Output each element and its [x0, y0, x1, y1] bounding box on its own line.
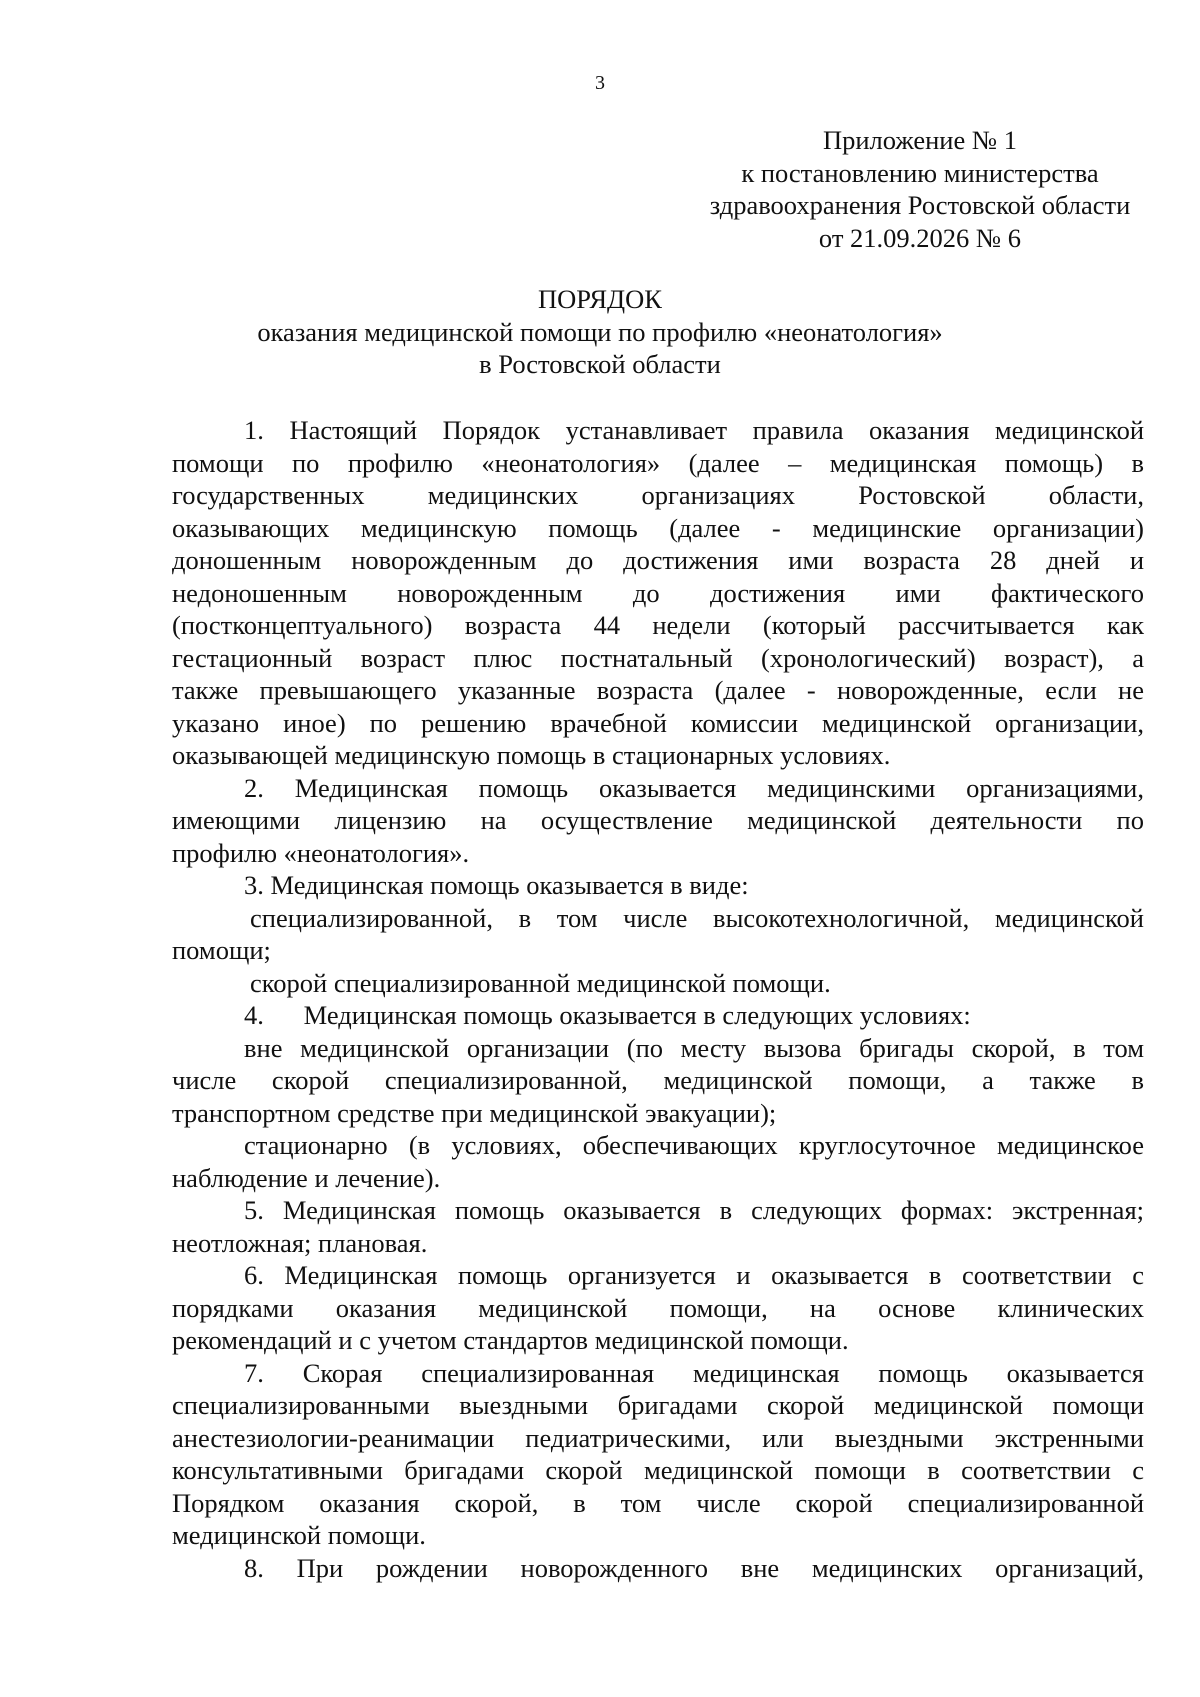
text-line: стационарно (в условиях, обеспечивающих круглосуточное медицинское — [244, 1130, 1144, 1160]
text-line: 2. Медицинская помощь оказывается медицинскими организациями, — [244, 772, 1144, 803]
text-line: недоношенным новорожденным до достижения ими фактического — [172, 577, 1144, 608]
text-line: медицинской помощи. — [172, 1520, 426, 1550]
heading-subtitle: в Ростовской области — [479, 349, 721, 379]
text-line: скорой специализированной медицинской помощи. — [250, 967, 831, 998]
text-line: наблюдение и лечение). — [172, 1162, 441, 1193]
appendix-line: от 21.09.2026 № 6 — [818, 222, 1022, 253]
text-line: 1. Настоящий Порядок устанавливает правила оказания медицинской — [244, 415, 1144, 445]
text-line: специализированными выездными бригадами скорой медицинской помощи — [172, 1390, 1144, 1420]
text-line: (постконцептуального) возраста 44 недели (который рассчитывается как — [172, 610, 1144, 640]
text-line: государственных медицинских организациях Ростовской области, — [172, 480, 1144, 510]
text-line: помощи; — [172, 935, 271, 965]
document-heading — [0, 283, 1200, 381]
text-line: 8. При рождении новорожденного вне медицинских организаций, — [244, 1552, 1144, 1583]
appendix-line: здравоохранения Ростовской области — [709, 190, 1131, 220]
text-line: анестезиологии-реанимации педиатрическими, или выездными экстренными — [172, 1422, 1144, 1453]
text-line: 4. Медицинская помощь оказывается в следующих условиях: — [244, 1000, 971, 1030]
text-line: 5. Медицинская помощь оказывается в следующих формах: экстренная; — [244, 1195, 1144, 1225]
text-line: доношенным новорожденным до достижения ими возраста 28 дней и — [172, 545, 1144, 575]
text-line: вне медицинской организации (по месту вызова бригады скорой, в том — [244, 1032, 1144, 1063]
text-line: консультативными бригадами скорой медицинской помощи в соответствии с — [172, 1455, 1144, 1485]
text-line: профилю «неонатология». — [172, 837, 470, 868]
text-line: рекомендаций и с учетом стандартов медицинской помощи. — [172, 1325, 849, 1355]
appendix-block — [660, 124, 1180, 254]
text-line: 3. Медицинская помощь оказывается в виде: — [244, 870, 749, 900]
text-line: транспортном средстве при медицинской эвакуации); — [172, 1097, 777, 1128]
text-line: помощи по профилю «неонатология» (далее – медицинская помощь) в — [172, 447, 1144, 478]
text-line: Порядком оказания скорой, в том числе скорой специализированной — [172, 1487, 1144, 1518]
text-line: имеющими лицензию на осуществление медицинской деятельности по — [172, 805, 1144, 835]
text-line: 7. Скорая специализированная медицинская помощь оказывается — [244, 1357, 1144, 1388]
text-line: неотложная; плановая. — [172, 1227, 428, 1258]
text-line: порядками оказания медицинской помощи, на основе клинических — [172, 1292, 1144, 1323]
appendix-line: Приложение № 1 — [822, 125, 1017, 155]
text-line: 6. Медицинская помощь организуется и оказывается в соответствии с — [244, 1260, 1144, 1290]
text-line: также превышающего указанные возраста (далее - новорожденные, если не — [172, 675, 1144, 705]
text-line: числе скорой специализированной, медицинской помощи, а также в — [172, 1065, 1144, 1095]
text-line: гестационный возраст плюс постнатальный (хронологический) возраст), а — [172, 642, 1144, 673]
text-line: оказывающих медицинскую помощь (далее - медицинские организации) — [172, 512, 1144, 543]
text-line: указано иное) по решению врачебной комиссии медицинской организации, — [172, 707, 1144, 738]
document-body — [172, 414, 1144, 1584]
text-line: специализированной, в том числе высокотехнологичной, медицинской — [250, 902, 1144, 933]
heading-subtitle: оказания медицинской помощи по профилю «неонатология» — [257, 316, 943, 347]
appendix-line: к постановлению министерства — [741, 157, 1099, 188]
page-number: 3 — [595, 72, 605, 94]
heading-title: ПОРЯДОК — [538, 284, 662, 314]
text-line: оказывающей медицинскую помощь в стационарных условиях. — [172, 740, 891, 770]
